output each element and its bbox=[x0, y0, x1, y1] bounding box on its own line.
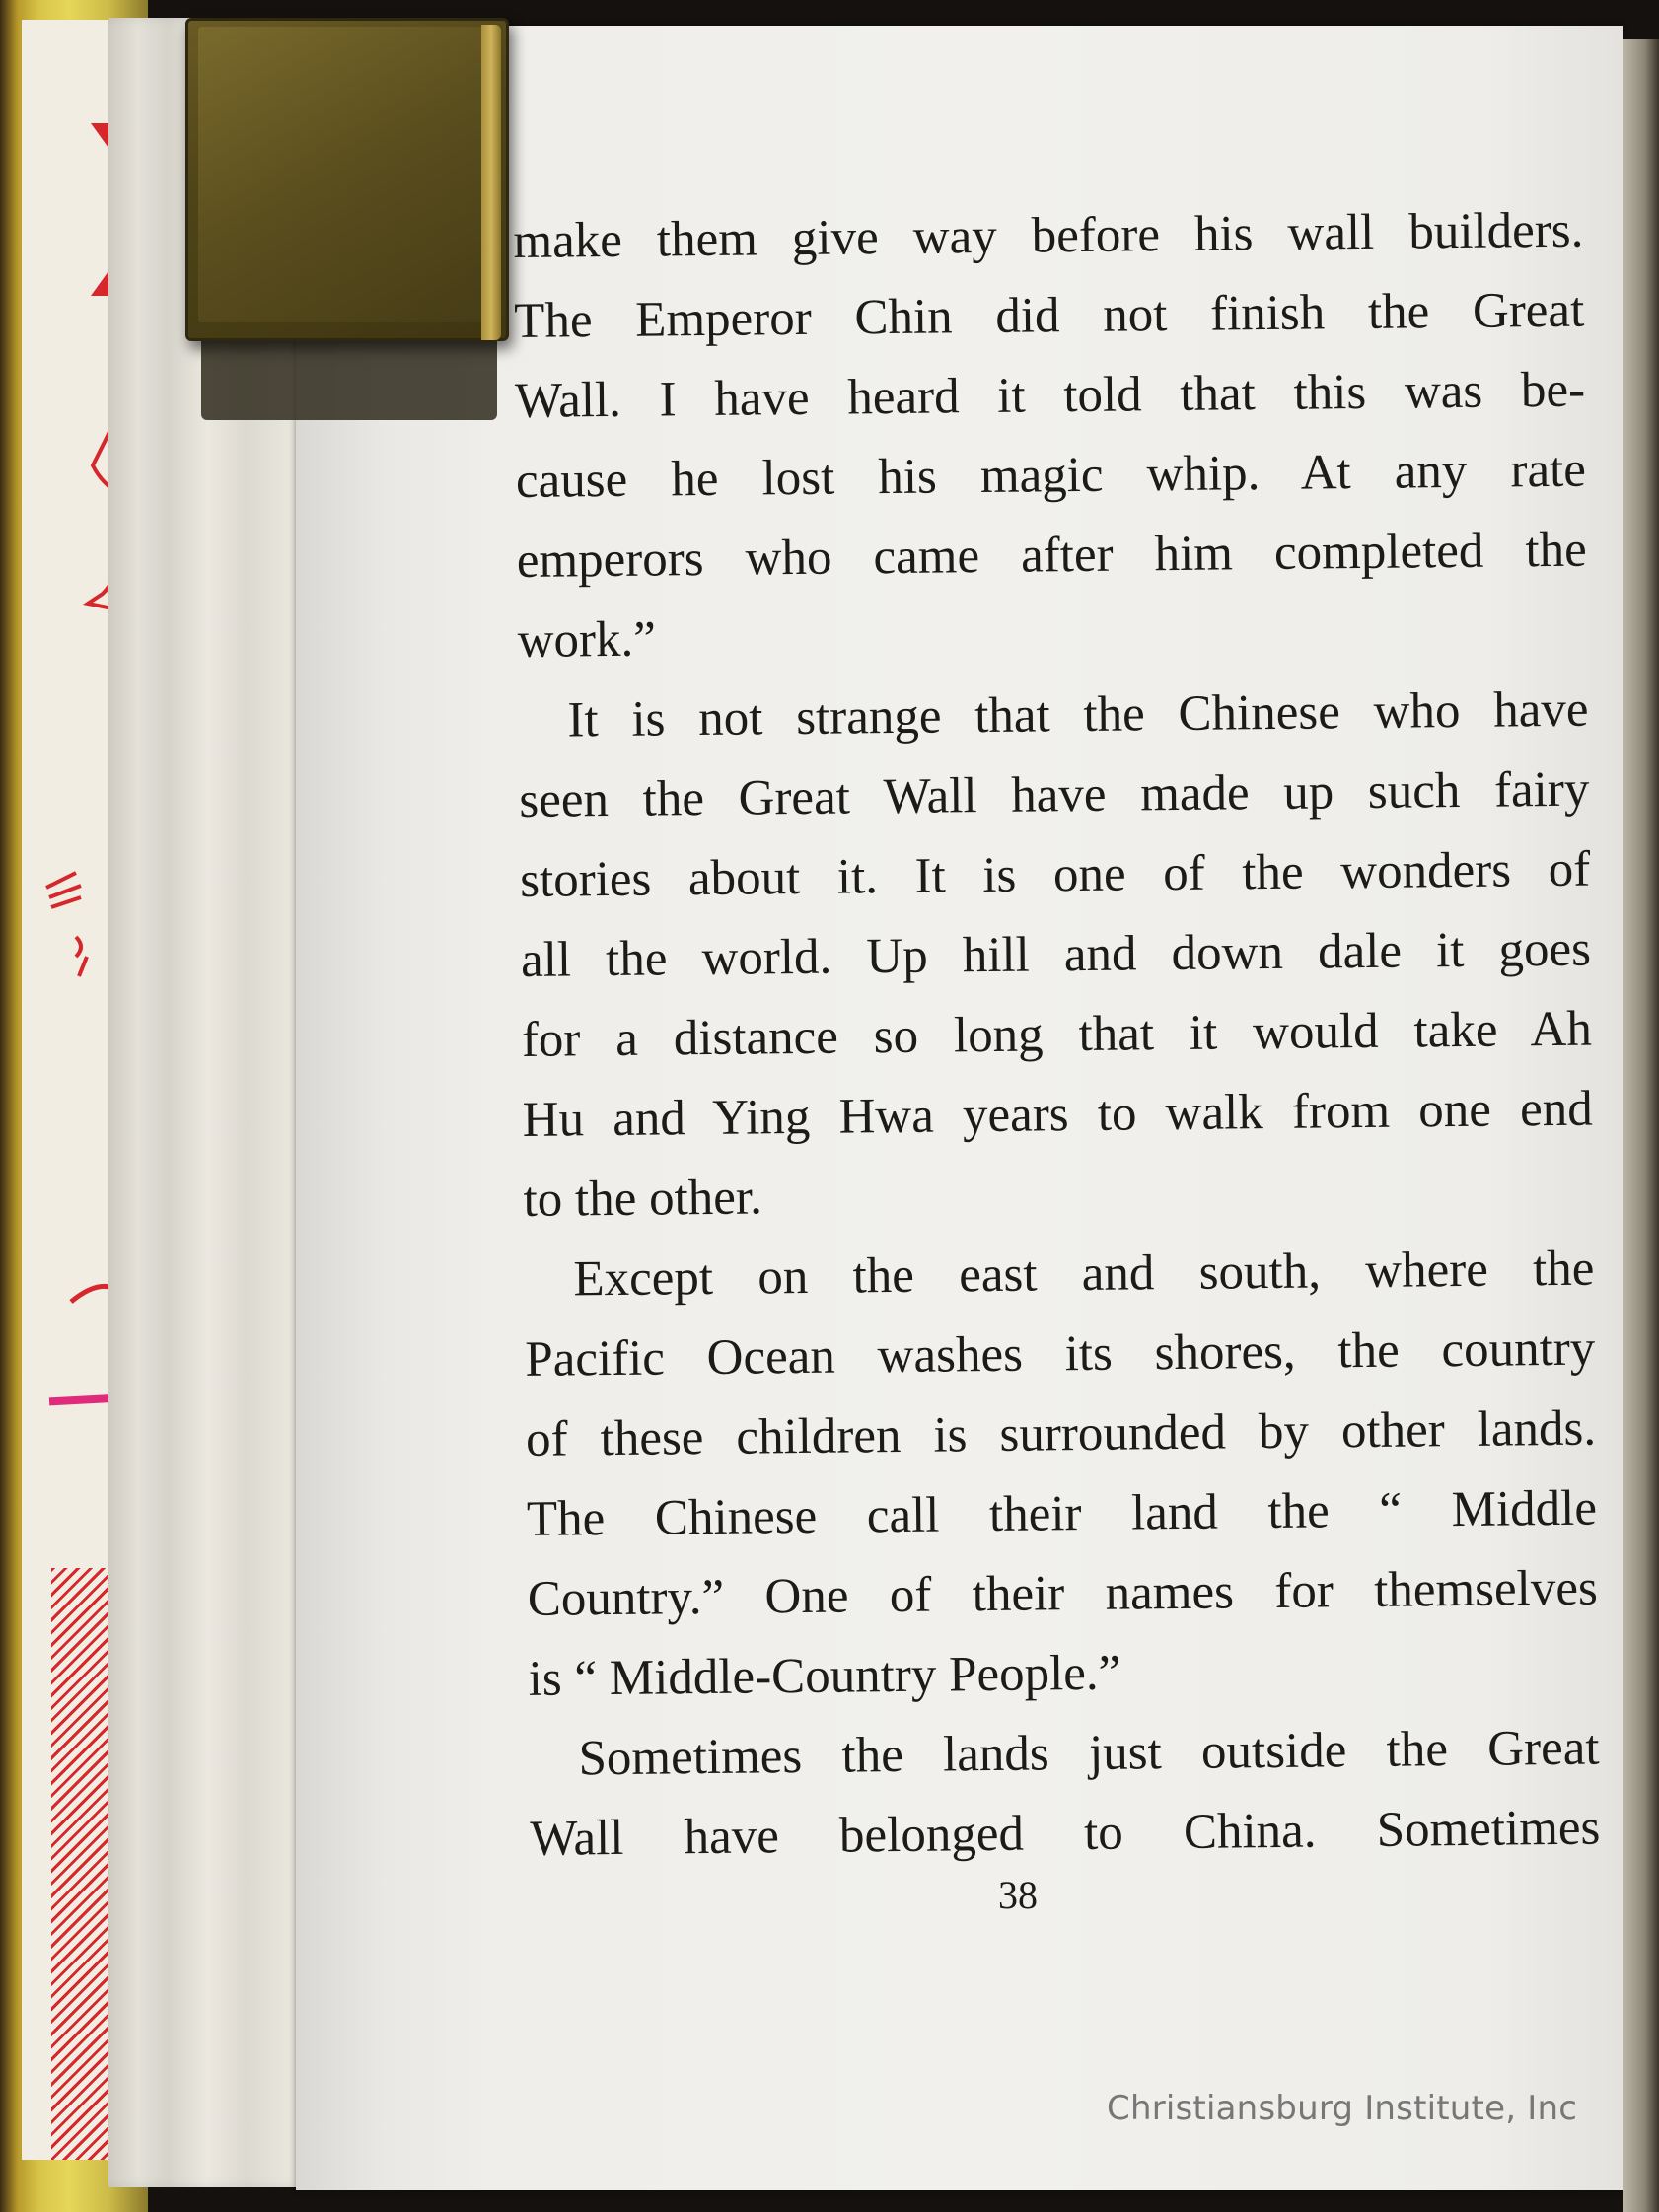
text-line: all the world. Up hill and down dale it goes bbox=[520, 921, 1592, 988]
text-line: The Emperor Chin did not finish the Great bbox=[513, 282, 1585, 349]
text-line: for a distance so long that it would take Ah bbox=[521, 1001, 1593, 1068]
body-text bbox=[513, 191, 1601, 1880]
text-line: Hu and Ying Hwa years to walk from one end bbox=[522, 1081, 1593, 1148]
text-line: to the other. bbox=[523, 1170, 763, 1228]
text-line: make them give way before his wall builders. bbox=[513, 202, 1584, 269]
text-line: is “ Middle-Country People.” bbox=[528, 1645, 1121, 1707]
bookmark-clip-shadow bbox=[201, 335, 497, 420]
text-line: cause he lost his magic whip. At any rate bbox=[515, 442, 1587, 509]
text-line: of these children is surrounded by other lands. bbox=[525, 1400, 1597, 1467]
paragraph-start-line: Sometimes the lands just outside the Great bbox=[578, 1720, 1600, 1787]
bookmark-clip-rim bbox=[481, 25, 501, 340]
text-line: stories about it. It is one of the wonders of bbox=[519, 841, 1591, 908]
text-line: Country.” One of their names for themselves bbox=[527, 1560, 1599, 1627]
text-line: work.” bbox=[517, 611, 657, 669]
paragraph-start-line: It is not strange that the Chinese who have bbox=[567, 681, 1589, 749]
text-line: seen the Great Wall have made up such fairy bbox=[519, 761, 1590, 828]
text-line: Wall. I have heard it told that this was be- bbox=[514, 362, 1586, 429]
bookmark-clip bbox=[185, 18, 509, 341]
bookmark-clip-face bbox=[198, 27, 486, 322]
text-line: Pacific Ocean washes its shores, the country bbox=[525, 1320, 1596, 1388]
text-line: emperors who came after him completed the bbox=[516, 522, 1588, 589]
text-line: Wall have belonged to China. Sometimes bbox=[530, 1800, 1601, 1867]
watermark-text: Christiansburg Institute, Inc bbox=[1107, 2089, 1578, 2128]
facing-page-edge bbox=[1623, 39, 1659, 2212]
page-number: 38 bbox=[998, 1873, 1038, 1917]
text-line: The Chinese call their land the “ Middle bbox=[526, 1480, 1598, 1547]
paragraph-start-line: Except on the east and south, where the bbox=[573, 1241, 1595, 1308]
red-marks-illustration bbox=[41, 868, 101, 986]
